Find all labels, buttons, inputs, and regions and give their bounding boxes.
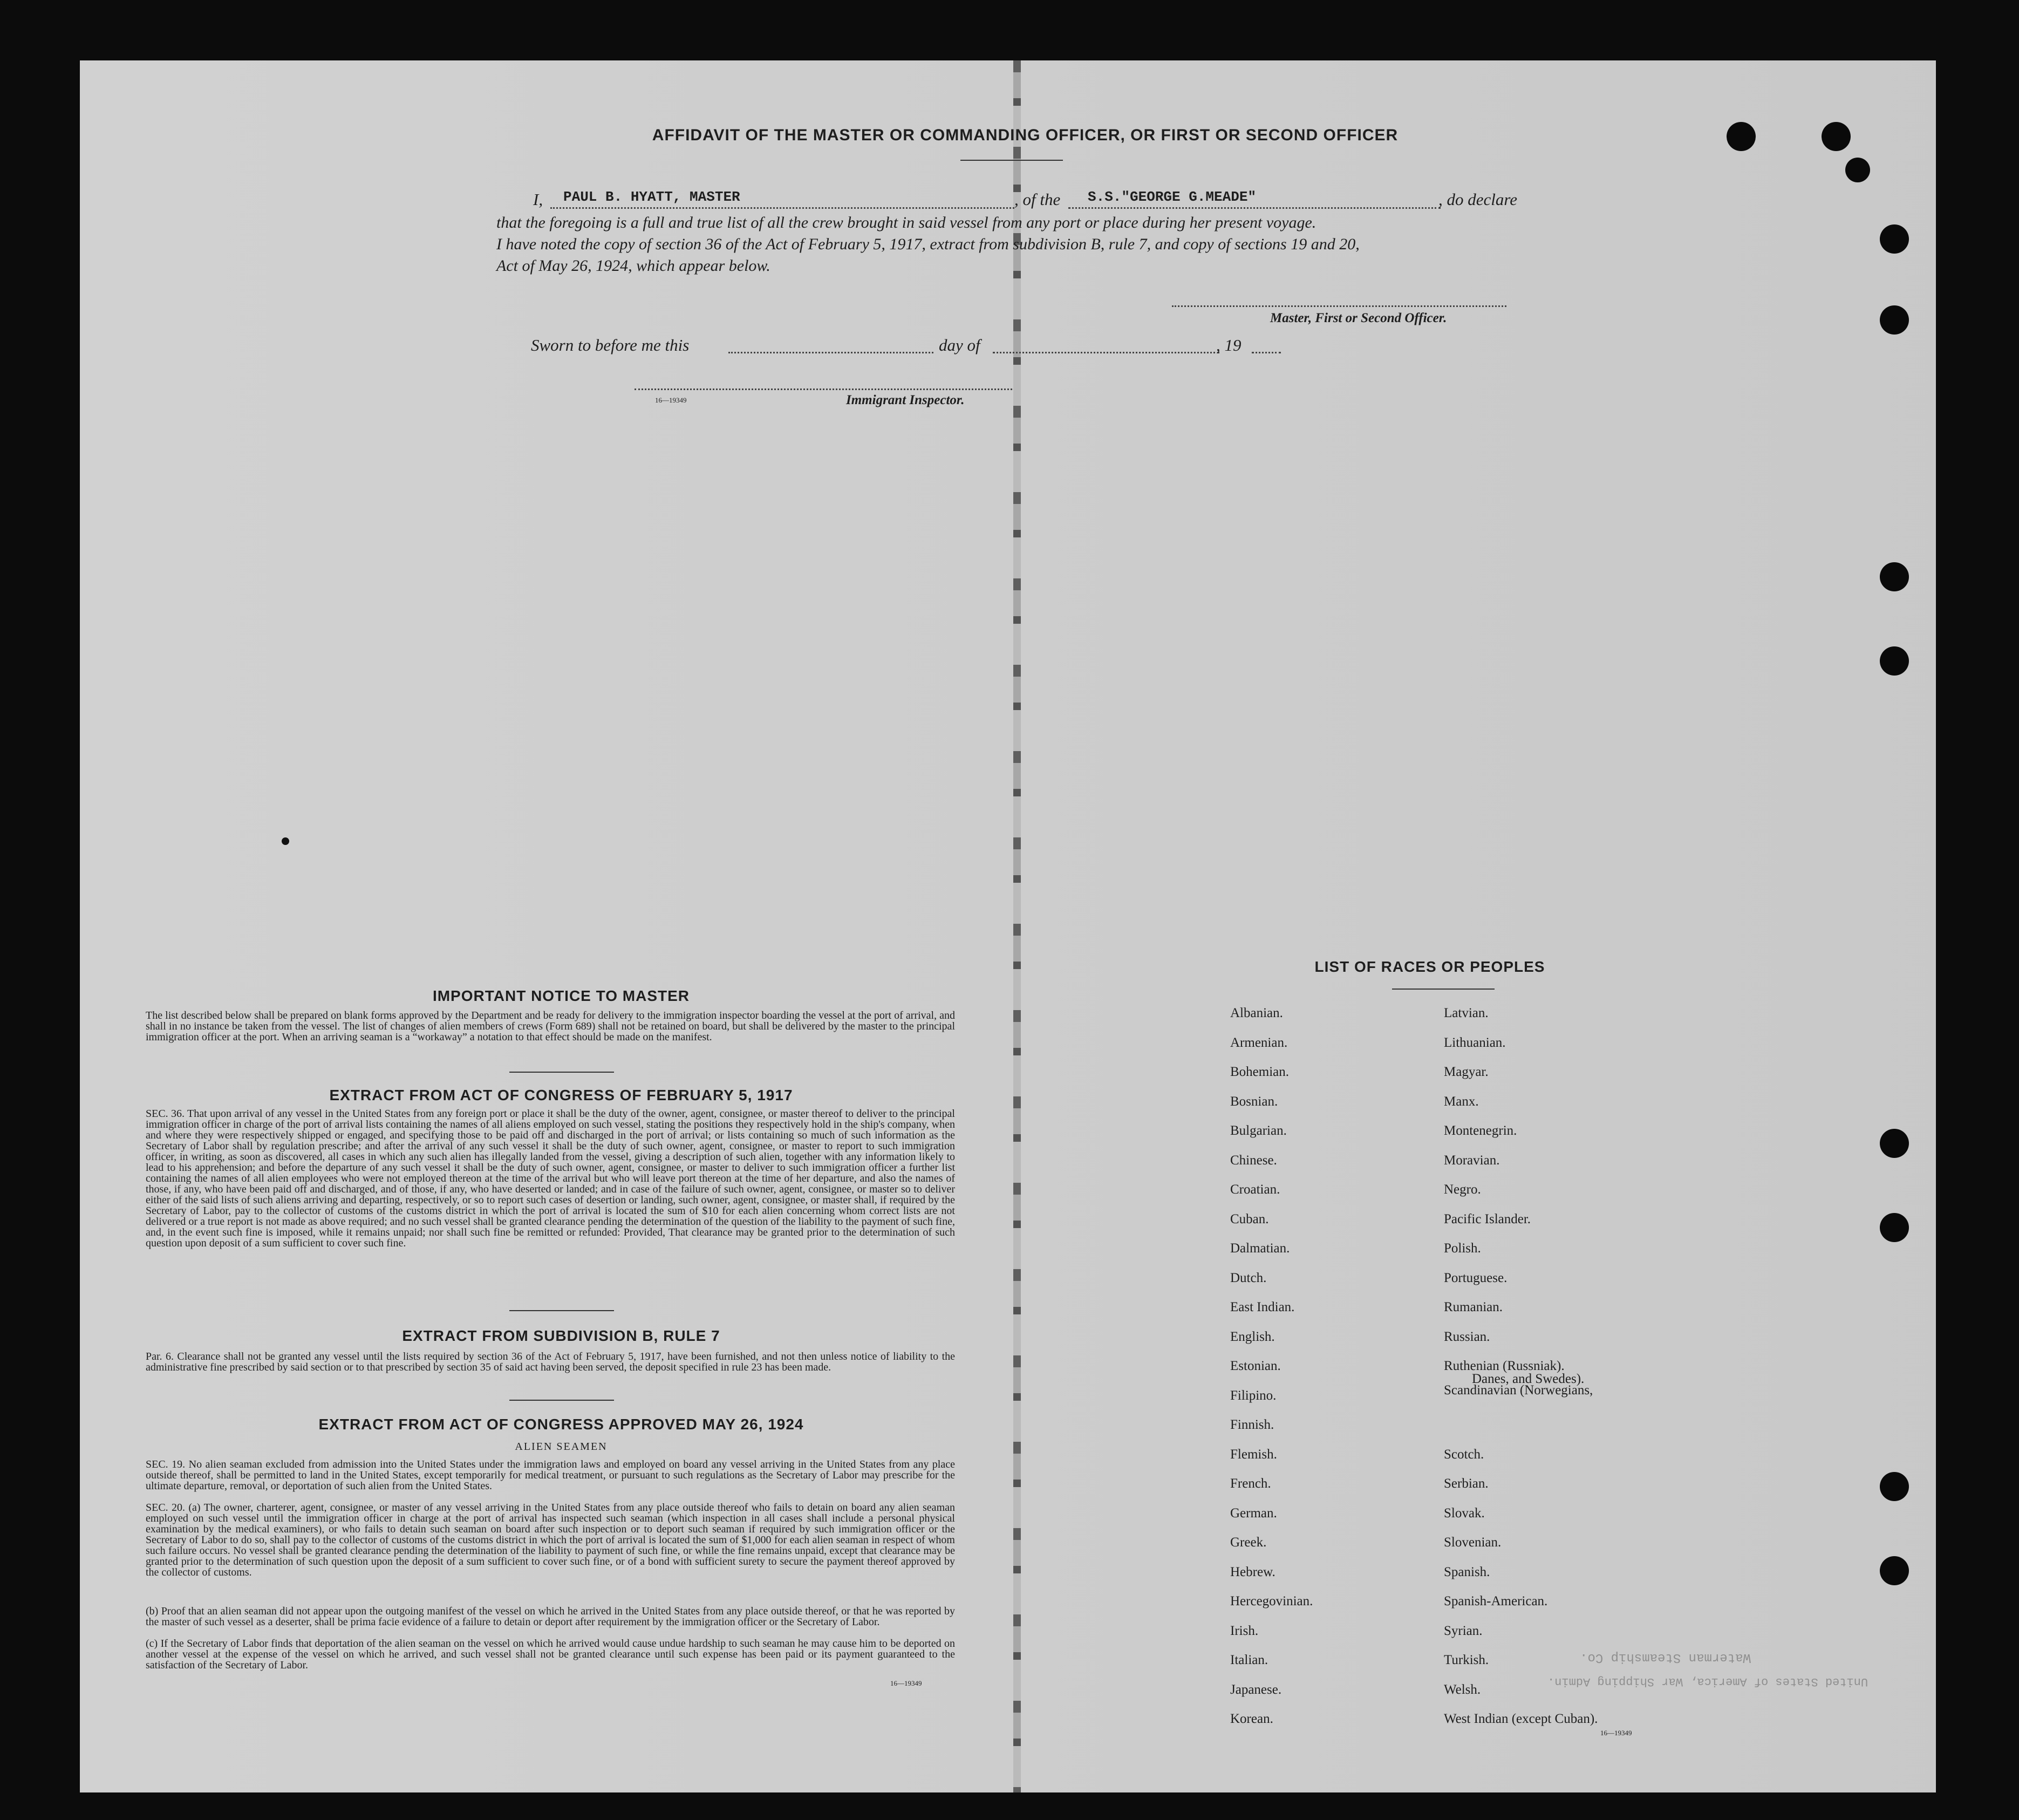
affidavit-line1-prefix: I, [533,190,543,209]
rule7-title: EXTRACT FROM SUBDIVISION B, RULE 7 [402,1327,720,1344]
race-item: Flemish. [1230,1447,1277,1462]
notice-text: The list described below shall be prepared on blank forms approved by the Department and be ready for delivery to the immigration inspector boarding the vessel at the port of arrival, and shall in no instance be taken from the vessel. The list of changes of alien members of crews (Form 689) shall not be retained on board, but shall be delivered by the master to the principal immigration officer at the port. When an arriving seaman is a “workaway” a notation to that effect should be made on the manifest. [146,1010,955,1043]
race-item: Magyar. [1444,1065,1489,1079]
alien-seamen-subtitle: ALIEN SEAMEN [515,1441,608,1453]
race-item: Manx. [1444,1094,1479,1109]
race-item: French. [1230,1476,1271,1491]
race-item: Estonian. [1230,1359,1281,1373]
race-item: Negro. [1444,1182,1481,1197]
day-of-label: day of [939,336,980,355]
race-item: Slovenian. [1444,1535,1502,1550]
title-rule [960,160,1063,161]
sec20b-text: (b) Proof that an alien seaman did not appear upon the outgoing manifest of the vessel on which he arrived in the United States from any place outside thereof, or that he was reported by the master of such vessel as a deserter, shall be prima facie evidence of a failure to detain or deport after requirement by the immigration officer or the Secretary of Labor. [146,1605,955,1628]
form-code-bottom-right: 16—19349 [1600,1729,1632,1737]
race-item: Albanian. [1230,1006,1283,1020]
race-item: German. [1230,1506,1277,1521]
race-item: Scandinavian (Norwegians, [1444,1383,1593,1398]
vessel-name-line [1068,207,1441,209]
center-fold [1013,60,1021,1792]
divider [509,1400,614,1401]
race-item: Spanish. [1444,1565,1490,1579]
inspector-label: Immigrant Inspector. [846,393,965,407]
of-the-label: , of the [1014,190,1061,209]
race-item: Syrian. [1444,1624,1483,1638]
extract-1917-title: EXTRACT FROM ACT OF CONGRESS OF FEBRUARY 5, 1917 [329,1087,793,1103]
punch-hole [1880,1213,1909,1242]
race-item: Bosnian. [1230,1094,1278,1109]
sworn-prefix: Sworn to before me this [531,336,690,355]
bleed-through-stamp-line1: Waterman Steamship Co. [1580,1650,1751,1665]
race-item: Bohemian. [1230,1065,1290,1079]
race-item: Welsh. [1444,1682,1481,1697]
punch-hole [1880,562,1909,591]
notice-title: IMPORTANT NOTICE TO MASTER [432,987,690,1004]
race-item: Cuban. [1230,1212,1269,1226]
race-item: Serbian. [1444,1476,1489,1491]
divider [509,1072,614,1073]
sworn-month-line[interactable] [993,352,1219,353]
ink-spot [282,837,289,845]
inspector-line[interactable] [635,388,1012,390]
form-code-left: 16—19349 [655,396,687,404]
punch-hole [1880,1556,1909,1585]
race-item: Latvian. [1444,1006,1489,1020]
race-item: Polish. [1444,1241,1481,1256]
race-item: Rumanian. [1444,1300,1503,1314]
signature-line[interactable] [1172,305,1506,307]
races-title: LIST OF RACES OR PEOPLES [1314,958,1545,975]
sec20a-text: SEC. 20. (a) The owner, charterer, agent, consignee, or master of any vessel arriving in the United States from any place outside thereof who fails to detain on board any alien seaman employed on such vessel until the immigration officer in charge at the port of arrival has inspected such seaman (which inspection in all cases shall include a personal physical examination by the medical examiners), or who fails to detain such seaman on board after such inspection or to deport such seaman if required by such immigration officer or the Secretary of Labor to do so, shall pay to the collector of customs of the customs district in which the port of arrival is located the sum of $1,000 for each alien seaman in respect of whom such failure occurs. No vessel shall be granted clearance pending the determination of the liability to payment of such fine, or while the fine remains unpaid, except that clearance may be granted prior to the determination of such question upon the deposit of a sum sufficient to cover such fine, or of a bond with sufficient surety to secure the payment thereof approved by the collector of customs. [146,1502,955,1578]
punch-hole [1880,1472,1909,1501]
punch-hole [1727,122,1756,151]
punch-hole [1880,305,1909,335]
sec19-text: SEC. 19. No alien seaman excluded from admission into the United States under the immigration laws and employed on board any vessel arriving in the United States from any place outside thereof, shall be permitted to land in the United States, except temporarily for medical treatment, or pursuant to such regulations as the Secretary of Labor may prescribe for the ultimate departure, removal, or deportation of such alien from the United States. [146,1458,955,1492]
race-item: Spanish-American. [1444,1594,1548,1608]
extract-1924-title: EXTRACT FROM ACT OF CONGRESS APPROVED MAY 26, 1924 [318,1416,804,1433]
race-item: East Indian. [1230,1300,1295,1314]
race-item: Turkish. [1444,1653,1489,1667]
race-item: Pacific Islander. [1444,1212,1531,1226]
signature-label: Master, First or Second Officer. [1270,311,1447,325]
year-prefix: , 19 [1216,336,1242,355]
race-item: West Indian (except Cuban). [1444,1712,1598,1726]
sworn-day-line[interactable] [728,352,933,353]
race-item: Croatian. [1230,1182,1280,1197]
sworn-year-line[interactable] [1252,352,1281,353]
punch-hole [1822,122,1851,151]
affidavit-line2: that the foregoing is a full and true list of all the crew brought in said vessel from any port or place during her present voyage. [496,214,1317,231]
punch-hole [1880,646,1909,676]
race-item: Irish. [1230,1624,1259,1638]
affidavit-title: AFFIDAVIT OF THE MASTER OR COMMANDING OFFICER, OR FIRST OR SECOND OFFICER [652,126,1399,144]
race-item: Portuguese. [1444,1271,1508,1285]
race-item: Italian. [1230,1653,1268,1667]
race-item: Dalmatian. [1230,1241,1290,1256]
punch-hole [1845,158,1870,182]
affidavit-line4: Act of May 26, 1924, which appear below. [496,257,770,275]
punch-hole [1880,224,1909,254]
race-item: Slovak. [1444,1506,1485,1521]
form-code-bottom-left: 16—19349 [890,1679,922,1687]
race-item: Hebrew. [1230,1565,1275,1579]
vessel-name-field[interactable]: S.S."GEORGE G.MEADE" [1088,189,1257,205]
affidavit-line3: I have noted the copy of section 36 of the Act of February 5, 1917, extract from subdivision B, rule 7, and copy of sections 19 and 20, [496,235,1360,253]
race-item: Lithuanian. [1444,1035,1506,1050]
bleed-through-stamp-line2: United States of America, War Shipping Admin. [1547,1675,1868,1688]
race-item: English. [1230,1330,1275,1344]
race-item: Moravian. [1444,1153,1500,1168]
race-item: Japanese. [1230,1682,1282,1697]
master-name-field[interactable]: PAUL B. HYATT, MASTER [563,189,740,205]
race-item: Scotch. [1444,1447,1484,1462]
race-item: Finnish. [1230,1417,1274,1432]
divider [509,1310,614,1311]
race-item: Filipino. [1230,1388,1277,1403]
race-item: Russian. [1444,1330,1490,1344]
race-item: Armenian. [1230,1035,1288,1050]
rule7-text: Par. 6. Clearance shall not be granted any vessel until the lists required by section 36 of the Act of February 5, 1917, have been furnished, and not then unless notice of liability to the administrative fine prescribed by said section or to that prescribed by section 35 of said act having been served, the deposit specified in rule 23 has been made. [146,1351,955,1373]
race-item: Hercegovinian. [1230,1594,1313,1608]
race-item: Ruthenian (Russniak). [1444,1359,1565,1373]
race-item: Korean. [1230,1712,1273,1726]
race-item: Chinese. [1230,1153,1277,1168]
extract-1917-text: SEC. 36. That upon arrival of any vessel in the United States from any foreign port or place it shall be the duty of the owner, agent, consignee, or master thereof to deliver to the principal immigration officer in charge of the port of arrival lists containing the names of all aliens employed on such vessel, stating the positions they respectively hold in the ship's company, when and where they were respectively shipped or engaged, and specifying those to be paid off and discharged in the port of arrival; or lists containing so much of such information as the Secretary of Labor shall by regulation prescribe; and after the arrival of any such vessel it shall be the duty of such owner, agent, consignee, or master to report to such immigration officer, in writing, as soon as discovered, all cases in which any such alien has illegally landed from the vessel, giving a description of such alien, together with any information likely to lead to his apprehension; and before the departure of any such vessel it shall be the duty of such owner, agent, consignee, or master to deliver to such immigration officer a further list containing the names of all alien employees who were not employed thereon at the time of the arrival but who will leave port thereon at the time of her departure, and also the names of those, if any, who have been paid off and discharged, and of those, if any, who have deserted or landed; and in case of the failure of such owner, agent, consignee, or master so to deliver either of the said lists of such aliens arriving and departing, respectively, or so to report such cases of desertion or landing, such owner, agent, consignee, or master shall, if required by the Secretary of Labor, pay to the collector of customs of the customs district in which the port of arrival is located the sum of $10 for each alien concerning whom correct lists are not delivered or a true report is not made as above required; and no such vessel shall be granted clearance pending the determination of the question of the liability to the payment of such fine, and, in the event such fine is imposed, while it remains unpaid; nor shall such fine be remitted or refunded: Provided, That clearance may be granted prior to the determination of such question upon deposit of a sum sufficient to cover such fine. [146,1108,955,1249]
race-item: Danes, and Swedes). [1472,1372,1585,1386]
do-declare-label: , do declare [1438,190,1518,209]
race-item: Bulgarian. [1230,1123,1287,1138]
race-item: Dutch. [1230,1271,1267,1285]
races-rule [1392,989,1495,990]
master-name-line [550,207,1014,209]
punch-hole [1880,1129,1909,1158]
sec20c-text: (c) If the Secretary of Labor finds that deportation of the alien seaman on the vessel on which he arrived would cause undue hardship to such seaman he may cause him to be deported on another vessel at the expense of the vessel on which he arrived, and such vessel shall not be granted clearance until such expense has been paid or its payment guaranteed to the satisfaction of the Secretary of Labor. [146,1638,955,1671]
race-item: Greek. [1230,1535,1267,1550]
race-item: Montenegrin. [1444,1123,1517,1138]
